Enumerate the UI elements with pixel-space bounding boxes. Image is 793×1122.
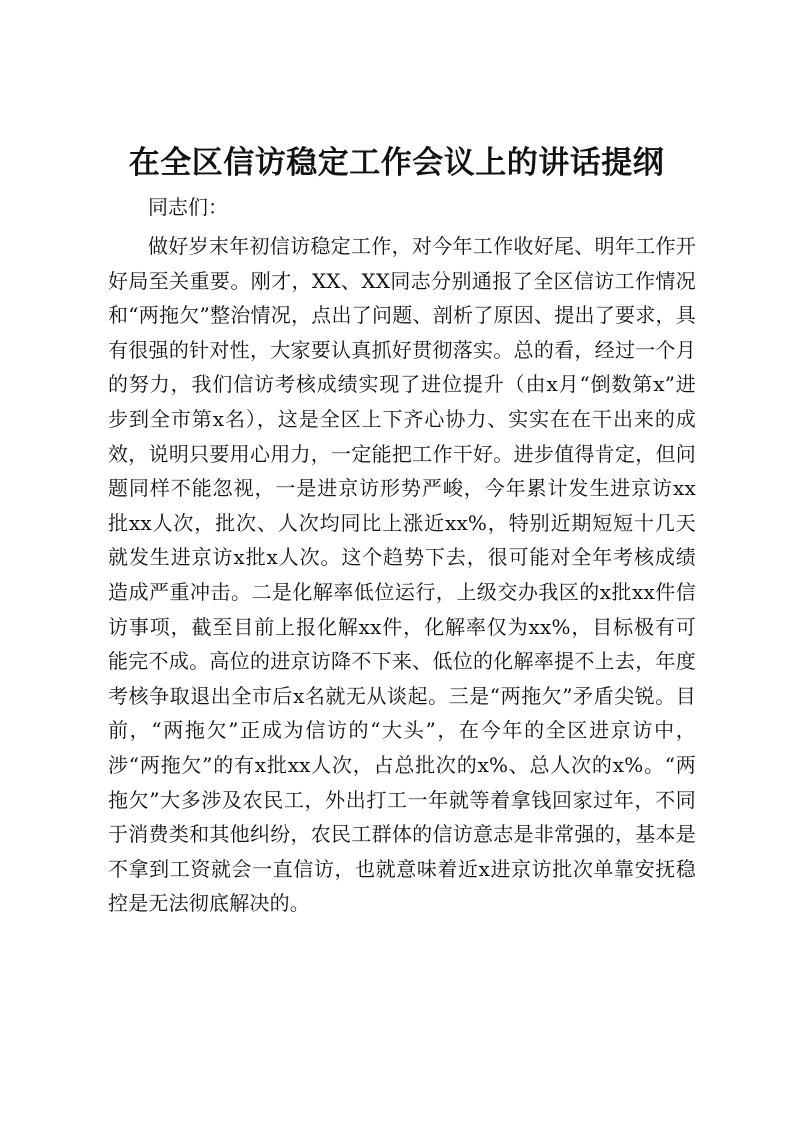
salutation: 同志们： [148, 195, 228, 219]
body-paragraph: 做好岁末年初信访稳定工作，对今年工作收好尾、明年工作开好局至关重要。刚才，XX、XX同志分别通报了全区信访工作情况和“两拖欠”整治情况，点出了问题、剖析了原因、提出了要求，具有很强的针对性，大家要认真抓好贯彻落实。总的看，经过一个月的努力，我们信访考核成绩实现了进位提升（由x月“倒数第x”进步到全市第x名），这是全区上下齐心协力、实实在在干出来的成效，说明只要用心用力，一定能把工作干好。进步值得肯定，但问题同样不能忽视，一是进京访形势严峻，今年累计发生进京访xx批xx人次，批次、人次均同比上涨近xx%，特别近期短短十几天就发生进京访x批x人次。这个趋势下去，很可能对全年考核成绩造成严重冲击。二是化解率低位运行，上级交办我区的x批xx件信访事项，截至目前上报化解xx件，化解率仅为xx%，目标极有可能完不成。高位的进京访降不下来、低位的化解率提不上去，年度考核争取退出全市后x名就无从谈起。三是“两拖欠”矛盾尖锐。目前，“两拖欠”正成为信访的“大头”，在今年的全区进京访中，涉“两拖欠”的有x批xx人次，占总批次的x%、总人次的x%。“两拖欠”大多涉及农民工，外出打工一年就等着拿钱回家过年，不同于消费类和其他纠纷，农民工群体的信访意志是非常强的，基本是不拿到工资就会一直信访，也就意味着近x进京访批次单靠安抚稳控是无法彻底解决的。 [108, 234, 696, 916]
page-title: 在全区信访稳定工作会议上的讲话提纲 [128, 145, 665, 181]
